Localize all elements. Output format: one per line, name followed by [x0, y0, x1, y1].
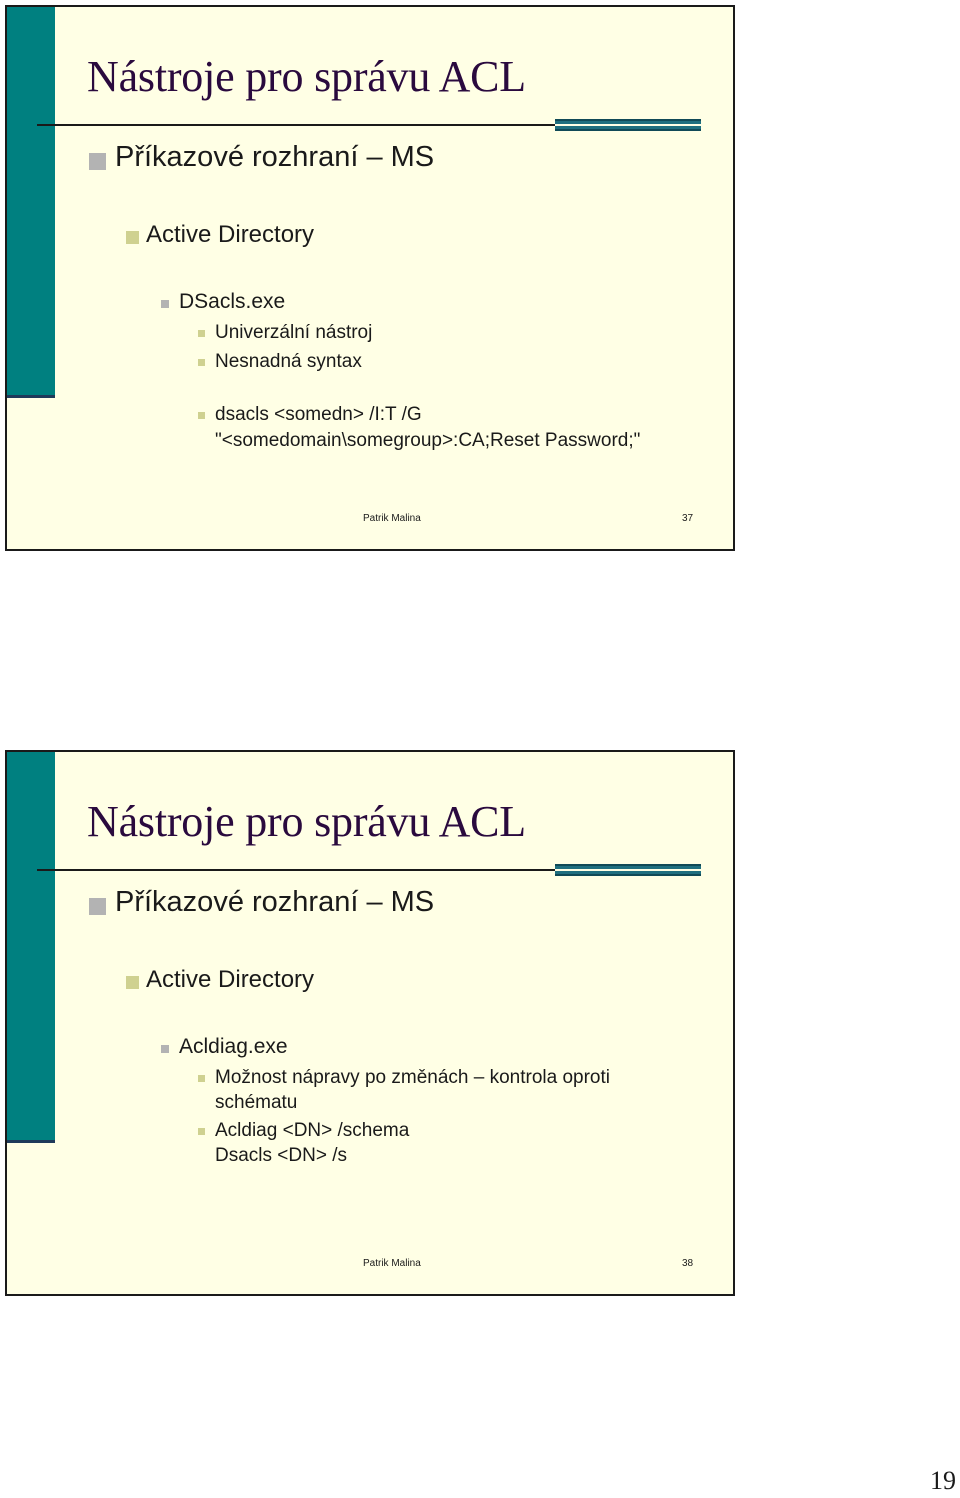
bullet-level4: Nesnadná syntax	[215, 351, 362, 372]
page-number: 19	[930, 1466, 956, 1495]
square-bullet-icon	[198, 412, 205, 419]
slide-author: Patrik Malina	[363, 1258, 421, 1269]
square-bullet-icon	[161, 1045, 169, 1053]
square-bullet-icon	[198, 359, 205, 366]
slide-sidebar	[7, 7, 55, 398]
bullet-level4: Možnost nápravy po změnách – kontrola oproti	[215, 1067, 610, 1088]
square-bullet-icon	[89, 898, 106, 915]
title-rule	[37, 124, 555, 126]
title-rule-accent	[555, 864, 701, 876]
square-bullet-icon	[198, 1075, 205, 1082]
bullet-level4-continuation: Dsacls <DN> /s	[215, 1145, 347, 1166]
square-bullet-icon	[198, 330, 205, 337]
square-bullet-icon	[126, 976, 139, 989]
bullet-level4: dsacls <somedn> /I:T /G	[215, 404, 422, 425]
slide-37	[5, 5, 735, 551]
bullet-level1: Příkazové rozhraní – MS	[115, 141, 435, 173]
slide-author: Patrik Malina	[363, 513, 421, 524]
square-bullet-icon	[126, 231, 139, 244]
slide-38	[5, 750, 735, 1296]
slide-sidebar	[7, 752, 55, 1143]
bullet-level1: Příkazové rozhraní – MS	[115, 886, 435, 918]
bullet-level3: DSacls.exe	[179, 290, 286, 313]
slide-title: Nástroje pro správu ACL	[87, 797, 526, 846]
slide-number: 38	[682, 1258, 694, 1269]
bullet-level4-continuation: "<somedomain\somegroup>:CA;Reset Password;"	[215, 430, 641, 451]
bullet-level4-continuation: schématu	[215, 1092, 298, 1113]
square-bullet-icon	[198, 1128, 205, 1135]
title-rule-accent	[555, 119, 701, 131]
slide-number: 37	[682, 513, 694, 524]
square-bullet-icon	[161, 300, 169, 308]
square-bullet-icon	[89, 153, 106, 170]
bullet-level2: Active Directory	[146, 966, 315, 993]
slide-title: Nástroje pro správu ACL	[87, 52, 526, 101]
title-rule	[37, 869, 555, 871]
bullet-level2: Active Directory	[146, 221, 315, 248]
bullet-level4: Acldiag <DN> /schema	[215, 1120, 410, 1141]
bullet-level4: Univerzální nástroj	[215, 322, 373, 343]
bullet-level3: Acldiag.exe	[179, 1035, 288, 1058]
